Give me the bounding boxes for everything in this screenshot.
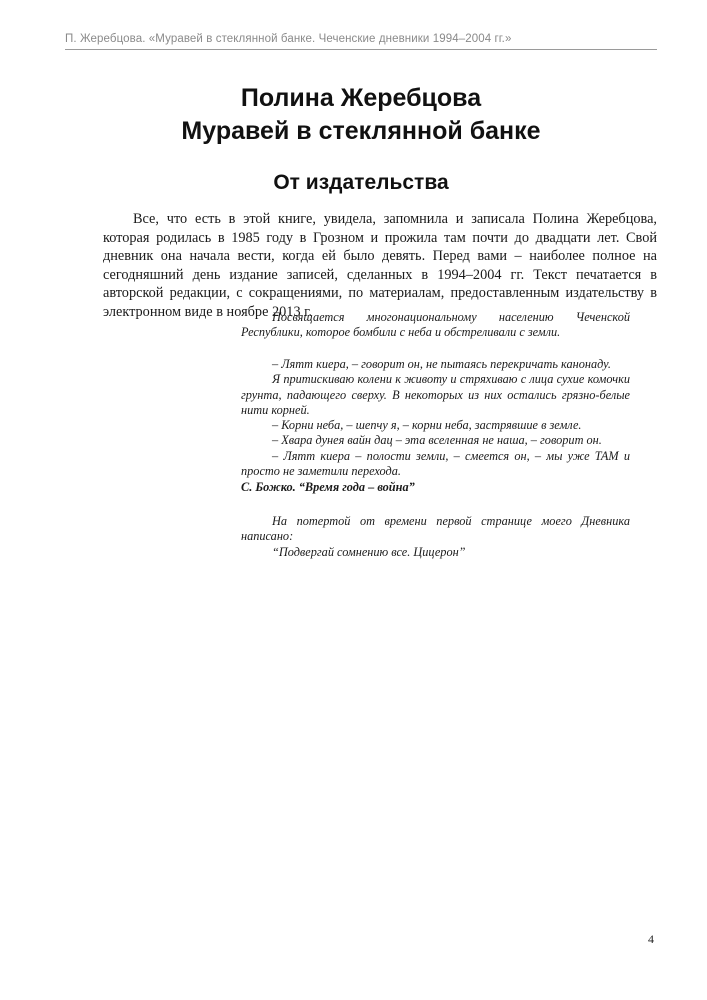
novel-quote-epigraph xyxy=(241,357,630,479)
quote-line: Я притискиваю колени к животу и стряхиваю с лица сухие комочки грунта, падающего сверху. В некоторых из них остались грязно-белые нити корней. xyxy=(241,372,630,417)
header-divider xyxy=(65,49,657,50)
quote-line: – Корни неба, – шепчу я, – корни неба, застрявшие в земле. xyxy=(272,418,582,433)
running-header: П. Жеребцова. «Муравей в стеклянной банке. Чеченские дневники 1994–2004 гг.» xyxy=(65,33,512,45)
cicero-quote: “Подвергай сомнению все. Цицерон” xyxy=(272,545,466,559)
quote-line: – Хвара дунея вайн дац – эта вселенная не наша, – говорит он. xyxy=(272,433,602,448)
quote-line: – Лятт киера, – говорит он, не пытаясь перекричать канонаду. xyxy=(272,357,611,371)
dedication-epigraph: Посвящается многонациональному населению Чеченской Республики, которое бомбили с неба и обстреливали с земли. xyxy=(241,310,630,340)
quote-attribution: С. Божко. “Время года – война” xyxy=(241,480,415,494)
quote-line: – Лятт киера – полости земли, – смеется он, – мы уже ТАМ и просто не заметили перехода. xyxy=(241,448,630,479)
author-name: Полина Жеребцова xyxy=(240,84,482,112)
diary-note: На потертой от времени первой странице моего Дневника написано: xyxy=(241,514,630,544)
page-number: 4 xyxy=(648,932,654,946)
intro-paragraph: Все, что есть в этой книге, увидела, запомнила и записала Полина Жеребцова, которая родилась в 1985 году в Грозном и прожила там почти до двадцати лет. Свой дневник она начала вести, когда ей было девять. Перед вами – наиболее полное на сегодняшний день издание записей, сделанных в 1994–2004 гг. Текст печатается в авторской редакции, с сокращениями, по материалам, предоставленным издательству в электронном виде в ноябре 2013 г. xyxy=(103,211,657,320)
section-heading: От издательства xyxy=(273,171,449,194)
book-title: Муравей в стеклянной банке xyxy=(181,117,541,145)
